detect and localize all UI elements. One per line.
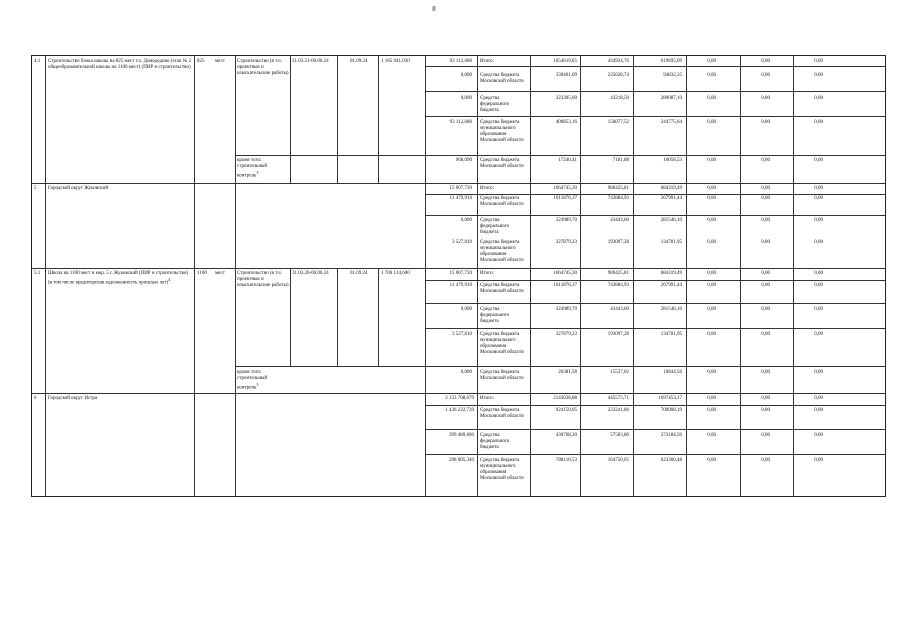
period: 31.03.21-06.06.24: [292, 59, 329, 64]
value-2: 156077,52: [607, 120, 629, 125]
source-name: Средства федерального бюджета: [480, 433, 510, 450]
value-2: 445575,71: [607, 396, 629, 401]
value-1: 323305,60: [555, 96, 577, 101]
value-3: 700908,19: [660, 408, 682, 413]
page-number: 8: [432, 5, 436, 13]
source-name: Итого:: [480, 271, 495, 276]
source-name: Средства бюджета Московской области: [480, 283, 524, 294]
zero-2: 0,00: [761, 370, 770, 375]
sub-row-divider: [425, 454, 885, 455]
value-3: 244775,64: [660, 120, 682, 125]
row-divider: [32, 183, 885, 184]
sub-row-divider: [425, 405, 885, 406]
value-1: 324989,70: [555, 218, 577, 223]
value-2: 43443,60: [610, 307, 629, 312]
col-divider: [793, 56, 794, 496]
zero-3: 0,00: [814, 458, 823, 463]
col-divider: [194, 56, 195, 496]
source-total: 93 112,680: [449, 120, 472, 125]
col-divider: [290, 56, 291, 183]
source-name: Средства бюджета Московской области: [480, 408, 524, 419]
value-2: 980425,81: [607, 186, 629, 191]
completion-date: 01.09.24: [350, 271, 368, 276]
zero-3: 0,00: [814, 396, 823, 401]
value-2: 434924,76: [607, 59, 629, 64]
source-total: 399 480,600: [449, 433, 474, 438]
value-3: 134781,95: [660, 240, 682, 245]
zero-1: 0,00: [707, 158, 716, 163]
source-name: Средства федерального бюджета: [480, 307, 510, 324]
col-divider: [686, 56, 687, 496]
object-name: Строительство блока школы на 825 мест г.о. Домодедово (этап № 2 общеобразовательной школы на 1100 мест) (ПИР и строительство): [48, 59, 192, 70]
sub-row-divider: [425, 194, 885, 195]
zero-1: 0,00: [707, 240, 716, 245]
value-1: 17240,41: [558, 158, 577, 163]
value-1: 430768,30: [555, 433, 577, 438]
value-2: 223241,86: [607, 408, 629, 413]
source-total: 15 007,720: [449, 271, 472, 276]
zero-3: 0,00: [814, 186, 823, 191]
value-3: 1697453,17: [658, 396, 682, 401]
zero-1: 0,00: [707, 458, 716, 463]
zero-2: 0,00: [761, 59, 770, 64]
zero-3: 0,00: [814, 433, 823, 438]
zero-1: 0,00: [707, 59, 716, 64]
value-1: 2143028,88: [553, 396, 577, 401]
source-name: Итого:: [480, 186, 495, 191]
zero-2: 0,00: [761, 73, 770, 78]
source-name: Средства федерального бюджета: [480, 96, 510, 113]
sub-row-divider: [425, 215, 885, 216]
source-total: 0,000: [460, 218, 472, 223]
col-divider: [337, 268, 338, 366]
zero-1: 0,00: [707, 370, 716, 375]
zero-2: 0,00: [761, 396, 770, 401]
col-divider: [290, 268, 291, 366]
zero-2: 0,00: [761, 408, 770, 413]
zero-3: 0,00: [814, 218, 823, 223]
col-divider: [45, 56, 46, 496]
source-total: 0,000: [460, 73, 472, 78]
value-2: 193097,28: [607, 240, 629, 245]
value-1: 26381,58: [558, 370, 577, 375]
value-3: 10058,53: [663, 158, 682, 163]
source-total: 15 007,720: [449, 186, 472, 191]
budget-table: [31, 55, 886, 497]
total-cost: 1 165 941,030: [381, 59, 410, 64]
value-1: 788110,53: [555, 458, 577, 463]
zero-2: 0,00: [761, 283, 770, 288]
zero-3: 0,00: [814, 307, 823, 312]
source-total: 968,090: [455, 158, 472, 163]
value-3: 281546,10: [660, 307, 682, 312]
object-name: Школа на 1100 мест в мкр. 5 г. Жуковский (ПИР и строительство) (в том числе кредиторская задолженность прошлых лет)$^4$: [48, 271, 188, 286]
col-divider: [425, 56, 426, 496]
value-3: 134781,95: [660, 332, 682, 337]
value-2: 57583,80: [610, 433, 629, 438]
value-3: 619695,09: [660, 59, 682, 64]
sub-row-divider: [425, 429, 885, 430]
value-3: 10844,56: [663, 370, 682, 375]
source-name: Средства бюджета Московской области: [480, 196, 524, 207]
row-divider: [32, 268, 885, 269]
value-1: 400853,16: [555, 120, 577, 125]
zero-3: 0,00: [814, 240, 823, 245]
value-1: 1054619,85: [553, 59, 577, 64]
zero-1: 0,00: [707, 196, 716, 201]
source-name: Итого:: [480, 59, 495, 64]
value-3: 94832,35: [663, 73, 682, 78]
zero-3: 0,00: [814, 158, 823, 163]
zero-2: 0,00: [761, 218, 770, 223]
unit: мест: [215, 59, 225, 64]
source-total: 93 112,680: [449, 59, 472, 64]
col-divider: [633, 56, 634, 496]
zero-1: 0,00: [707, 433, 716, 438]
value-2: 164750,05: [607, 458, 629, 463]
zero-2: 0,00: [761, 307, 770, 312]
source-name: Итого:: [480, 396, 495, 401]
value-3: 684319,49: [660, 271, 682, 276]
value-1: 327879,23: [555, 240, 577, 245]
zero-3: 0,00: [814, 120, 823, 125]
value-2: 193097,28: [607, 332, 629, 337]
period: 31.03.20-06.06.24: [292, 271, 329, 276]
zero-1: 0,00: [707, 218, 716, 223]
col-divider: [580, 56, 581, 496]
completion-date: 01.09.24: [350, 59, 368, 64]
zero-3: 0,00: [814, 271, 823, 276]
source-total: 0,000: [460, 96, 472, 101]
row-id: 5.1: [34, 271, 41, 276]
zero-2: 0,00: [761, 240, 770, 245]
zero-2: 0,00: [761, 196, 770, 201]
capacity: 825: [197, 59, 205, 64]
value-1: 924150,05: [555, 408, 577, 413]
source-total: 3 527,810: [452, 240, 472, 245]
value-3: 267991,44: [660, 196, 682, 201]
source-total: 11 479,910: [449, 283, 472, 288]
col-divider: [337, 56, 338, 183]
value-2: 15537,02: [610, 370, 629, 375]
col-divider: [378, 268, 379, 366]
zero-3: 0,00: [814, 283, 823, 288]
value-1: 324989,70: [555, 307, 577, 312]
value-2: 43443,60: [610, 218, 629, 223]
zero-1: 0,00: [707, 73, 716, 78]
zero-1: 0,00: [707, 96, 716, 101]
value-1: 1011876,37: [553, 196, 577, 201]
object-name: Городской округ Жуковский: [48, 186, 109, 191]
col-divider: [378, 56, 379, 183]
value-3: 373184,50: [660, 433, 682, 438]
zero-3: 0,00: [814, 196, 823, 201]
value-2: 7181,88: [612, 158, 629, 163]
value-3: 267991,44: [660, 283, 682, 288]
value-2: 980425,81: [607, 271, 629, 276]
row-id: 5: [34, 186, 37, 191]
source-total: 0,000: [460, 370, 472, 375]
sub-row-divider: [235, 366, 885, 367]
value-3: 623360,48: [660, 458, 682, 463]
zero-3: 0,00: [814, 332, 823, 337]
value-1: 327879,23: [555, 332, 577, 337]
value-3: 684319,49: [660, 186, 682, 191]
zero-2: 0,00: [761, 120, 770, 125]
source-name: Средства бюджета муниципального образования Московской области: [480, 120, 524, 143]
zero-2: 0,00: [761, 332, 770, 337]
value-2: 43218,50: [610, 96, 629, 101]
source-name: Средства бюджета Московской области: [480, 158, 524, 169]
work-type: Строительство (в т.ч. проектные и изыскательские работы): [237, 59, 289, 76]
source-total: 298 005,340: [449, 458, 474, 463]
zero-3: 0,00: [814, 408, 823, 413]
col-divider: [235, 56, 236, 496]
zero-3: 0,00: [814, 59, 823, 64]
total-cost: 1 706 134,600: [381, 271, 410, 276]
col-divider: [740, 56, 741, 496]
zero-2: 0,00: [761, 433, 770, 438]
row-id: 4.1: [34, 59, 41, 64]
zero-1: 0,00: [707, 307, 716, 312]
sub-row-divider: [425, 328, 885, 329]
zero-2: 0,00: [761, 186, 770, 191]
zero-2: 0,00: [761, 271, 770, 276]
value-1: 1011876,37: [553, 283, 577, 288]
value-2: 235628,74: [607, 73, 629, 78]
object-name: Городской округ Истра: [48, 396, 98, 401]
row-id: 6: [34, 396, 37, 401]
sub-row-divider: [425, 116, 885, 117]
source-name: Средства федерального бюджета: [480, 218, 510, 235]
zero-3: 0,00: [814, 96, 823, 101]
source-total: 1 436 222,739: [445, 408, 474, 413]
capacity: 1100: [197, 271, 207, 276]
value-1: 1664745,30: [553, 186, 577, 191]
zero-2: 0,00: [761, 458, 770, 463]
value-2: 743884,93: [607, 283, 629, 288]
sub-row-divider: [235, 155, 885, 156]
zero-1: 0,00: [707, 283, 716, 288]
zero-1: 0,00: [707, 332, 716, 337]
source-total: 3 527,810: [452, 332, 472, 337]
zero-2: 0,00: [761, 96, 770, 101]
sub-row-divider: [425, 280, 885, 281]
col-divider: [530, 56, 531, 496]
col-divider: [477, 56, 478, 496]
source-total: 0,000: [460, 307, 472, 312]
zero-1: 0,00: [707, 271, 716, 276]
zero-1: 0,00: [707, 408, 716, 413]
value-3: 280087,10: [660, 96, 682, 101]
value-1: 1664745,30: [553, 271, 577, 276]
source-name: Средства бюджета Московской области: [480, 73, 524, 84]
source-name: Средства бюджета муниципального образования Московской области: [480, 240, 524, 263]
extra-label: кроме того: строительный контроль$^3$: [237, 370, 268, 391]
sub-row-divider: [425, 66, 885, 67]
row-divider: [32, 393, 885, 394]
source-name: Средства бюджета муниципального образования Московской области: [480, 458, 524, 481]
zero-1: 0,00: [707, 120, 716, 125]
source-name: Средства бюджета муниципального образования Московской области: [480, 332, 524, 355]
zero-2: 0,00: [761, 158, 770, 163]
work-type: Строительство (в т.ч. проектные и изыскательские работы): [237, 271, 289, 288]
unit: мест: [215, 271, 225, 276]
sub-row-divider: [425, 303, 885, 304]
zero-3: 0,00: [814, 370, 823, 375]
sub-row-divider: [425, 91, 885, 92]
source-name: Средства бюджета Московской области: [480, 370, 524, 381]
value-2: 743884,93: [607, 196, 629, 201]
source-total: 11 479,910: [449, 196, 472, 201]
extra-label: кроме того: строительный контроль$^3$: [237, 158, 268, 179]
value-3: 281546,10: [660, 218, 682, 223]
source-total: 2 133 708,679: [445, 396, 474, 401]
zero-1: 0,00: [707, 396, 716, 401]
zero-3: 0,00: [814, 73, 823, 78]
value-1: 330461,09: [555, 73, 577, 78]
zero-1: 0,00: [707, 186, 716, 191]
